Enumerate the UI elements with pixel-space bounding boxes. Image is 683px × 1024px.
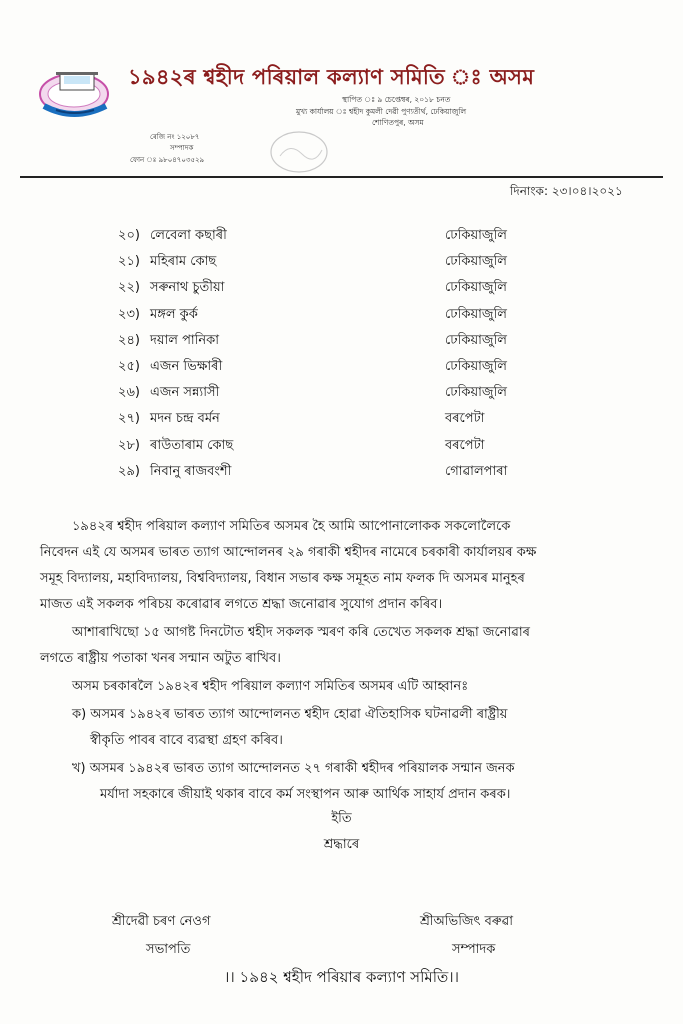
list-item — [0, 357, 683, 383]
list-item — [0, 278, 683, 304]
martyr-name: সৰুনাথ চুতীয়া — [150, 280, 225, 296]
paragraph-2-line-1: আশাৰাখিছো ১৫ আগষ্ট দিনটোত শ্বহীদ সকলক স্মৰণ কৰি তেখেত সকলক শ্ৰদ্ধা জনোৱাৰ — [72, 625, 530, 640]
martyr-name: ৰাউতাৰাম কোছ — [150, 437, 234, 453]
paragraph-1-line-3: সমূহ বিদ্যালয়, মহাবিদ্যালয়, বিশ্ববিদ্যালয়, বিধান সভাৰ কক্ষ সমূহত নাম ফলক দি অসমৰ মানুহৰ — [40, 571, 525, 586]
martyr-name: এজন ভিক্ষাৰী — [150, 358, 223, 374]
paragraph-1-line-4: মাজত এই সকলক পৰিচয় কৰোৱাৰ লগতে শ্ৰদ্ধা জনোৱাৰ সুযোগ প্ৰদান কৰিব। — [40, 597, 443, 612]
faded-stamp-icon — [268, 128, 330, 176]
martyr-name: এজন সন্ন্যাসী — [150, 385, 220, 401]
item-number: ২৭) — [118, 411, 140, 427]
martyr-place: বৰপেটা — [445, 437, 485, 453]
list-item — [0, 409, 683, 435]
appeal-point-a-line-1: ক) অসমৰ ১৯৪২ৰ ভাৰত ত্যাগ আন্দোলনত শ্বহীদ হোৱা ঐতিহাসিক ঘটনাৱলী ৰাষ্ট্ৰীয় — [72, 707, 508, 722]
appeal-point-b-line-2: মৰ্যাদা সহকাৰে জীয়াই থকাৰ বাবে কৰ্ম সংস্থাপন আৰু আৰ্থিক সাহাৰ্য প্ৰদান কৰক। — [100, 787, 511, 802]
paragraph-2-line-2: লগতে ৰাষ্ট্ৰীয় পতাকা খনৰ সন্মান অটুত ৰাখিব। — [40, 651, 281, 666]
paragraph-1-line-1: ১৯৪২ৰ শ্বহীদ পৰিয়াল কল্যাণ সমিতিৰ অসমৰ হৈ আমি আপোনালোকক সকলোলৈকে — [72, 519, 511, 534]
martyr-name: মহিৰাম কোছ — [150, 254, 217, 270]
list-item — [0, 305, 683, 331]
president-role: সভাপতি — [146, 942, 191, 957]
office-address: মুখ্য কাৰ্যালয় ঃ শ্বহীদ কুমলী দেৱী পুণ্যতীৰ্থ, ঢেকিয়াজুলি — [296, 107, 467, 116]
item-number: ২৫) — [118, 358, 140, 374]
secretary-label: সম্পাদক — [170, 144, 194, 152]
item-number: ২৯) — [118, 463, 140, 479]
letter-date: দিনাংক: ২৩।০৪।২০২১ — [510, 184, 623, 198]
martyr-place: বৰপেটা — [445, 411, 485, 427]
item-number: ২১) — [118, 254, 140, 270]
organization-title: ১৯৪২ৰ শ্বহীদ পৰিয়াল কল্যাণ সমিতি ঃ অসম — [128, 65, 535, 89]
appeal-point-b-line-1: খ) অসমৰ ১৯৪২ৰ ভাৰত ত্যাগ আন্দোলনত ২৭ গৰাকী শ্বহীদৰ পৰিয়ালক সন্মান জনক — [72, 761, 515, 776]
appeal-heading: অসম চৰকাৰলৈ ১৯৪২ৰ শ্বহীদ পৰিয়াল কল্যাণ সমিতিৰ অসমৰ এটি আহ্বানঃ — [72, 679, 469, 694]
item-number: ২২) — [118, 280, 140, 296]
header-divider — [20, 176, 663, 178]
martyr-place: ঢেকিয়াজুলি — [445, 254, 507, 270]
item-number: ২৬) — [118, 385, 140, 401]
martyr-place: ঢেকিয়াজুলি — [445, 228, 507, 243]
paragraph-1-line-2: নিবেদন এই যে অসমৰ ভাৰত ত্যাগ আন্দোলনৰ ২৯ গৰাকী শ্বহীদৰ নামেৰে চৰকাৰী কাৰ্যালয়ৰ কক্ষ — [40, 545, 537, 560]
item-number: ২৩) — [118, 306, 140, 322]
president-name: শ্ৰীদেৱী চৰণ নেওগ — [112, 914, 211, 929]
martyr-place: ঢেকিয়াজুলি — [445, 280, 507, 296]
martyr-name: মঙ্গল কুৰ্ক — [150, 306, 198, 322]
list-item — [0, 331, 683, 357]
martyr-place: ঢেকিয়াজুলি — [445, 332, 507, 348]
registration-number: ৰেজি নং ১২০৮৭ — [150, 133, 200, 141]
organization-logo-icon — [34, 52, 120, 122]
martyr-name: নিবানু ৰাজবংশী — [150, 463, 232, 479]
martyr-name: মদন চন্দ্ৰ বৰ্মন — [150, 411, 220, 427]
established-date: স্থাপিত ঃ ৯ চেপ্তেম্বৰ, ২০১৮ চনত — [342, 95, 451, 104]
list-item — [0, 436, 683, 462]
martyr-place: ঢেকিয়াজুলি — [445, 358, 507, 374]
appeal-point-a-line-2: স্বীকৃতি পাবৰ বাবে ব্যৱস্থা গ্ৰহণ কৰিব। — [90, 733, 283, 748]
item-number: ২৪) — [118, 332, 140, 348]
closing-iti: ইতি — [331, 811, 352, 826]
martyr-place: ঢেকিয়াজুলি — [445, 385, 507, 401]
list-item — [0, 462, 683, 488]
list-item — [0, 383, 683, 409]
item-number: ২৮) — [118, 437, 140, 453]
footer-org-name: ।। ১৯৪২ শ্বহীদ পৰিয়াৰ কল্যাণ সমিতি।। — [224, 968, 459, 986]
martyr-name-list — [0, 226, 683, 488]
martyr-place: ঢেকিয়াজুলি — [445, 306, 507, 322]
closing-regards: শ্ৰদ্ধাৰে — [323, 837, 360, 852]
list-item — [0, 226, 683, 252]
district-address: শোণিতপুৰ, অসম — [372, 118, 424, 127]
secretary-name: শ্ৰীঅভিজিৎ বৰুৱা — [420, 914, 514, 929]
item-number: ২০) — [118, 228, 140, 243]
martyr-name: লেবেলা কছাৰী — [150, 228, 227, 243]
secretary-role: সম্পাদক — [452, 942, 496, 957]
phone-number: ফোন ঃ ৯৮০৪৭০৩৫২৯ — [130, 156, 205, 164]
martyr-name: দয়াল পানিকা — [150, 332, 220, 348]
list-item — [0, 252, 683, 278]
martyr-place: গোৱালপাৰা — [445, 463, 508, 479]
